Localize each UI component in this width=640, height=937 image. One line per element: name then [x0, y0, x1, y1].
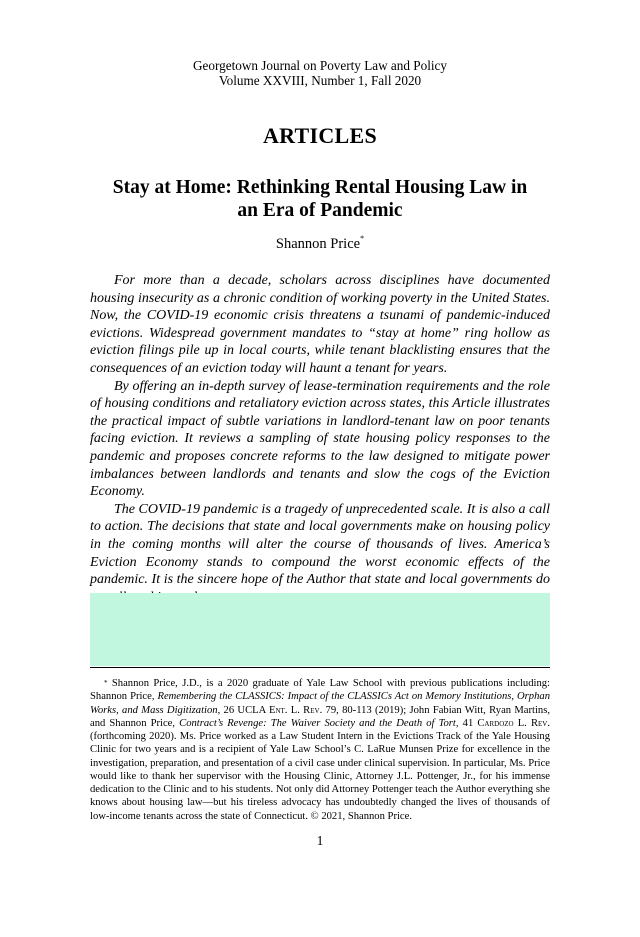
citation-title: Contract’s Revenge: The Waiver Society and the Death of Tort,: [179, 717, 459, 729]
abstract-paragraph: The COVID-19 pandemic is a tragedy of unprecedented scale. It is also a call to action. The decisions that state and local governments make on housing policy in the coming months will alter the course of thousands of lives. America’s Eviction Economy stands to compound the worst economic effects of the pandemic. It is the sincere hope of the Author that state and local governments do: [90, 501, 550, 588]
journal-abbreviation: Cardozo L. Rev.: [477, 717, 550, 729]
abstract-paragraph: By offering an in-depth survey of lease-termination requirements and the role of housing conditions and retaliatory eviction across states, this Article illustrates the practical impact of subtle variations in landlord-tenant law on poor tenants facing eviction. It reviews a sampling of state housing policy responses to the pandemic and proposes concrete reforms to the law designed to mitigate power imbalances between landlords and tenants and slow the cogs of the Eviction Economy.: [90, 378, 550, 500]
article-title-line-2: an Era of Pandemic: [237, 200, 403, 221]
abstract: [90, 272, 550, 606]
footnote: [90, 677, 550, 823]
author-name: Shannon Price: [275, 236, 361, 252]
section-title: ARTICLES: [262, 123, 378, 148]
footnote-marker: *: [104, 679, 108, 687]
footnote-segment: 79, 80-113 (2019); John Fabian Witt, Ryan Martins, and Shannon Price,: [90, 704, 550, 729]
footnote-segment: 41: [458, 717, 478, 729]
citation-title: Remembering the CLASSICS: Impact of the CLASSICs Act on Memory Institutions, Orphan Works, and Mass Digitization: [90, 691, 550, 716]
abstract-paragraph: For more than a decade, scholars across disciplines have documented housing insecurity as a chronic condition of working poverty in the United States. Now, the COVID-19 economic crisis threatens a tsunami of pandemic-induced evictions. Widespread government mandates to “stay at home” ring hollow as eviction filings pile up in local courts, while tenant blacklisting ensures that the consequences of an eviction today will haunt a tenant for years.: [90, 273, 550, 376]
footnote-segment: , 26 UCLA: [217, 704, 269, 716]
journal-abbreviation: Ent. L. Rev.: [268, 704, 323, 716]
journal-header: [90, 58, 550, 88]
footnote-divider: [90, 667, 550, 668]
footnote-segment: (forthcoming 2020). Ms. Price worked as a Law Student Intern in the Evictions Track of the Yale Housing Clinic for two years and is a recipient of Yale Law School’s C. LaRue Munsen Prize for excellence in the investigation, preparation, and presentation of a civil case under clinical supervision. In particular, Ms. Price would like to thank her supervisor with the Housing Clinic, Attorney J.L. Pottenger, Jr., for his immense dedication to the Clinic and to his students. Not only did Attorney Pottenger teach the Author everything she knows about housing law—but his tireless advocacy has undoubtedly changed the lives of thousands of low-income tenants across the state of Connecticut. © 2021, Shannon Price.: [90, 731, 550, 822]
journal-name: Georgetown Journal on Poverty Law and Policy: [193, 58, 447, 73]
document-page: [90, 0, 550, 937]
footnote-segment: Shannon Price, J.D., is a 2020 graduate of Yale Law School with previous publications including: Shannon Price,: [90, 678, 550, 703]
author-byline: [90, 236, 550, 253]
footnote-text: [90, 677, 550, 823]
page-number: 1: [316, 833, 324, 848]
volume-info: Volume XXVIII, Number 1, Fall 2020: [218, 73, 422, 88]
article-title-line-1: Stay at Home: Rethinking Rental Housing Law in: [112, 177, 528, 198]
article-title: [90, 176, 550, 222]
highlight-region: [90, 593, 550, 666]
author-footnote-marker[interactable]: *: [360, 234, 365, 243]
